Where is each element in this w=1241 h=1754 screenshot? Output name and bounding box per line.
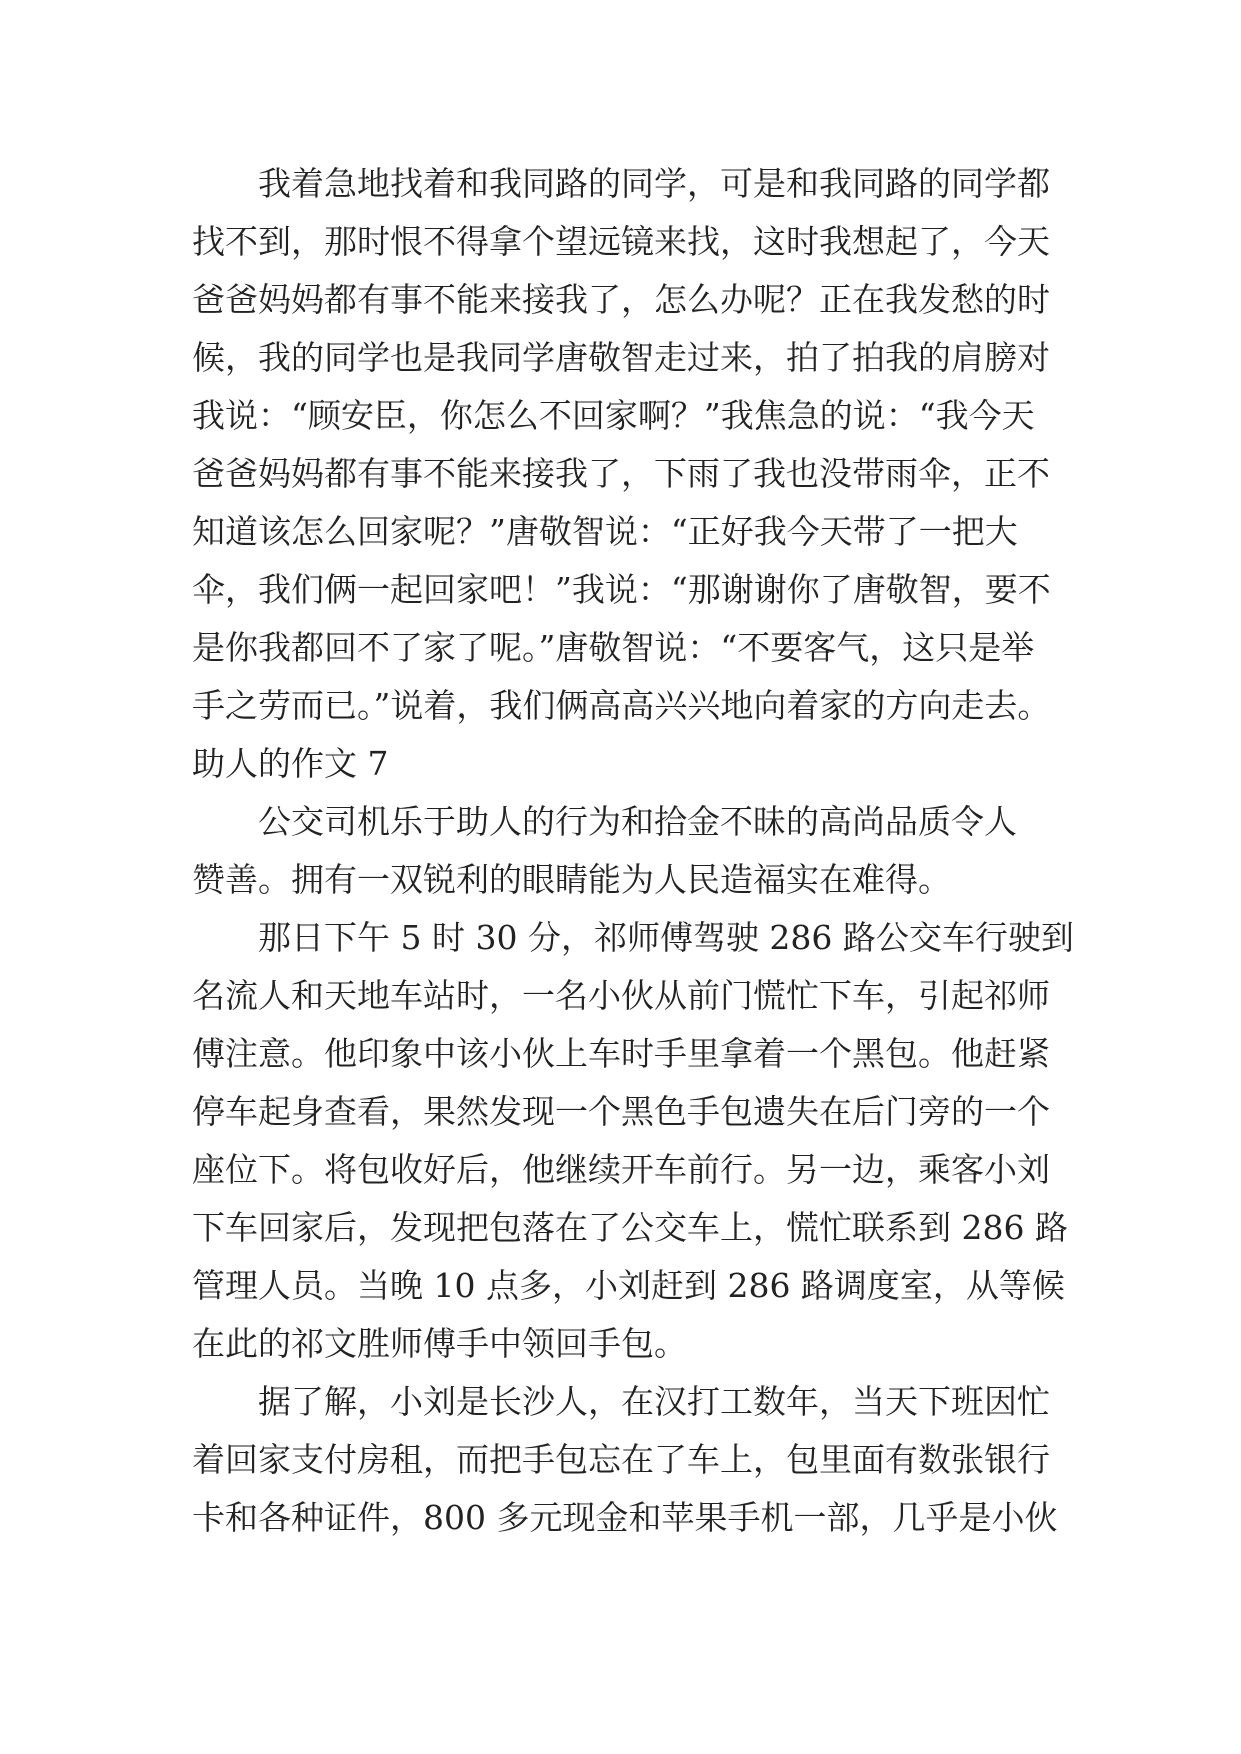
- text-line: 是你我都回不了家了呢。”唐敬智说：“不要客气，这只是举: [192, 628, 1035, 667]
- text-line: 傅注意。他印象中该小伙上车时手里拿着一个黑包。他赶紧: [192, 1034, 1050, 1073]
- section-heading: 助人的作文 7: [192, 744, 389, 783]
- text-line: 爸爸妈妈都有事不能来接我了，怎么办呢？正在我发愁的时: [192, 280, 1050, 319]
- text-line: 我着急地找着和我同路的同学，可是和我同路的同学都: [258, 164, 1050, 203]
- text-line: 座位下。将包收好后，他继续开车前行。另一边，乘客小刘: [192, 1150, 1050, 1189]
- text-line: 那日下午 5 时 30 分，祁师傅驾驶 286 路公交车行驶到: [258, 918, 1074, 957]
- text-line: 赞善。拥有一双锐利的眼睛能为人民造福实在难得。: [192, 860, 951, 899]
- text-line: 知道该怎么回家呢？”唐敬智说：“正好我今天带了一把大: [192, 512, 1018, 551]
- text-line: 候，我的同学也是我同学唐敬智走过来，拍了拍我的肩膀对: [192, 338, 1050, 377]
- text-line: 名流人和天地车站时，一名小伙从前门慌忙下车，引起祁师: [192, 976, 1050, 1015]
- text-line: 下车回家后，发现把包落在了公交车上，慌忙联系到 286 路: [192, 1208, 1068, 1247]
- text-line: 公交司机乐于助人的行为和拾金不昧的高尚品质令人: [258, 802, 1017, 841]
- text-line: 停车起身查看，果然发现一个黑色手包遗失在后门旁的一个: [192, 1092, 1050, 1131]
- text-line: 我说：“顾安臣，你怎么不回家啊？”我焦急的说：“我今天: [192, 396, 1035, 435]
- text-line: 手之劳而已。”说着，我们俩高高兴兴地向着家的方向走去。: [192, 686, 1051, 725]
- text-line: 找不到，那时恨不得拿个望远镜来找，这时我想起了，今天: [192, 222, 1050, 261]
- text-line: 据了解，小刘是长沙人，在汉打工数年，当天下班因忙: [258, 1382, 1050, 1421]
- text-line: 卡和各种证件，800 多元现金和苹果手机一部，几乎是小伙: [192, 1498, 1058, 1537]
- text-line: 在此的祁文胜师傅手中领回手包。: [192, 1324, 687, 1363]
- text-line: 爸爸妈妈都有事不能来接我了，下雨了我也没带雨伞，正不: [192, 454, 1050, 493]
- text-line: 伞，我们俩一起回家吧！”我说：“那谢谢你了唐敬智，要不: [192, 570, 1051, 609]
- text-line: 着回家支付房租，而把手包忘在了车上，包里面有数张银行: [192, 1440, 1050, 1479]
- text-line: 管理人员。当晚 10 点多，小刘赶到 286 路调度室，从等候: [192, 1266, 1065, 1305]
